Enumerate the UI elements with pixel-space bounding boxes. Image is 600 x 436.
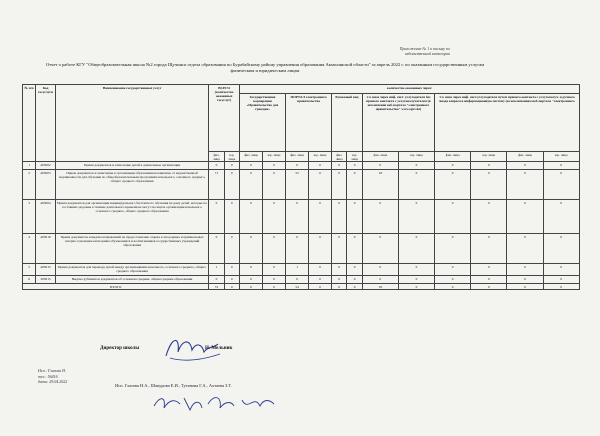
value-cell: 0 [543,200,579,234]
value-cell: 0 [362,234,398,264]
value-cell: 0 [332,264,347,276]
subheader-fiz: физ. лица [286,152,309,162]
subheader-yur: юр. лица [347,152,362,162]
value-cell: 0 [347,162,362,170]
value-cell: 0 [435,276,471,284]
value-cell: 0 [209,162,224,170]
value-cell: 0 [543,264,579,276]
total-cell: 0 [309,284,332,290]
value-cell: 0 [240,276,263,284]
table-row [23,162,580,170]
value-cell: 0 [507,162,543,170]
subheader-fiz: физ. лица [209,152,224,162]
value-cell: 18 [362,170,398,200]
total-label: ИТОГО [23,284,209,290]
total-cell: 0 [240,284,263,290]
subheader-fiz: физ. лица [435,152,471,162]
service-code: 303015 [36,276,56,284]
value-cell: 0 [471,264,507,276]
appendix-line: Приложение № 1 к письму по [399,46,450,51]
table-row [23,276,580,284]
service-code: 403002 [36,162,56,170]
director-label: Директор школы [100,346,140,351]
value-cell: 0 [332,234,347,264]
service-name: Прием документов для организации индивидуального бесплатного обучения на дому детей, которые по состоянию здоровья в течение длительного времени не могут посещать организации начального, основного среднего, общего среднего образования [55,200,208,234]
table-row [23,200,580,234]
value-cell: 0 [309,162,332,170]
header-portal: ПОРТАЛ электронного правительства [286,94,332,152]
value-cell: 0 [286,234,309,264]
executor-line: тел.: 56416 [38,373,58,379]
total-cell: 18 [362,284,398,290]
value-cell: 0 [507,264,543,276]
value-cell: 0 [309,234,332,264]
value-cell: 0 [224,170,239,200]
total-cell: 0 [347,284,362,290]
table-row [23,234,580,264]
value-cell: 1 [209,264,224,276]
value-cell: 0 [240,170,263,200]
value-cell: 0 [309,276,332,284]
value-cell: 0 [347,264,362,276]
total-cell: 0 [507,284,543,290]
header-corp: Государственная корпорация «Правительство для граждан» [240,94,286,152]
value-cell: 0 [224,162,239,170]
value-cell: 0 [224,234,239,264]
value-cell: 0 [263,234,286,264]
subheader-fiz: физ. лица [362,152,398,162]
value-cell: 0 [398,200,434,234]
service-name: Прием документов для перевода детей между организациями начального, основного среднего, общего среднего образования [55,264,208,276]
value-cell: 0 [332,170,347,200]
value-cell: 0 [507,170,543,200]
total-cell: 0 [332,284,347,290]
director-name: Н. Мельник [205,346,233,351]
service-name: Выдача дубликатов документов об основном среднем, общем среднем образовании [55,276,208,284]
value-cell: 0 [263,276,286,284]
report-title: Отчет о работе КГУ "Общеобразовательная школа №2 города Щучинск отдела образования по Бурабайскому району управления образования Акмолинской области" за апрель 2022 г. по оказанным государственным услугам физическим и юридическим лицам [45,62,485,73]
total-cell: 0 [398,284,434,290]
value-cell: 0 [362,264,398,276]
table-row [23,264,580,276]
value-cell: 0 [240,200,263,234]
executor-line: Исп.: Глазова Н. [38,368,66,373]
value-cell: 0 [263,264,286,276]
service-code: 403019 [36,234,56,264]
subheader-yur: юр. лица [543,152,579,162]
value-cell: 0 [362,162,398,170]
value-cell: 0 [435,200,471,234]
table-row [23,170,580,200]
subheader-fiz: физ. лица [240,152,263,162]
value-cell: 0 [332,162,347,170]
header-no: № п/п [23,85,36,162]
service-name: Прием документов и выдача направлений на предоставление отдыха в загородных и пришкольных лагерях отдельным категориям обучающихся и воспитанников государственных учреждений образования [55,234,208,264]
subheader-yur: юр. лица [398,152,434,162]
executor-block [38,368,67,385]
value-cell: 0 [209,276,224,284]
value-cell: 0 [209,200,224,234]
value-cell: 0 [507,276,543,284]
header-paper: Бумажный вид [332,94,363,152]
total-cell: 0 [263,284,286,290]
total-cell: 0 [543,284,579,290]
value-cell: 0 [435,170,471,200]
value-cell: 0 [362,276,398,284]
service-name: Прием документов и зачисление в организации образования независимо от ведомственной подчиненности для обучения по общеобразовательным программам начального, основного среднего, общего среднего образования [55,170,208,200]
value-cell: 0 [435,264,471,276]
value-cell: 0 [398,162,434,170]
total-cell: 0 [435,284,471,290]
value-cell: 0 [507,234,543,264]
header-total: ВСЕГО (количество оказанных госуслуг) [209,85,240,152]
subheader-fiz: физ. лица [507,152,543,162]
service-code: 403015 [36,264,56,276]
value-cell: 0 [398,264,434,276]
subheader-yur: юр. лица [471,152,507,162]
value-cell: 0 [209,234,224,264]
row-number: 5 [23,264,36,276]
value-cell: 0 [362,200,398,234]
total-cell: 54 [286,284,309,290]
value-cell: 71 [209,170,224,200]
value-cell: 0 [471,200,507,234]
value-cell: 0 [347,276,362,284]
value-cell: 0 [286,162,309,170]
value-cell: 0 [543,276,579,284]
header-provided-via: количество оказанных через: [240,85,580,94]
value-cell: 0 [332,200,347,234]
header-code: Код госуслуги [36,85,56,162]
total-cell: 72 [209,284,224,290]
value-cell: 0 [347,234,362,264]
value-cell: 0 [543,234,579,264]
value-cell: 0 [398,276,434,284]
value-cell: 0 [543,162,579,170]
value-cell: 0 [224,276,239,284]
value-cell: 53 [286,170,309,200]
value-cell: 0 [471,234,507,264]
value-cell: 0 [224,200,239,234]
value-cell: 0 [471,276,507,284]
subheader-fiz: физ. лица [332,152,347,162]
executor-line: дата: 29.04.2022 [38,379,68,384]
service-name: Прием документов и зачисление детей в дошкольные организации [55,162,208,170]
signers-list: Исп. Глазова Н.А., Шакурова Е.И., Тутанова Г.А., Алтаева З.Т. [115,383,232,388]
value-cell: 0 [309,170,332,200]
row-number: 6 [23,276,36,284]
value-cell: 0 [240,234,263,264]
total-cell: 0 [224,284,239,290]
header-contact: т.ч. виза через инф. сист. услугодателя без прямого контакта с услугополучателем (в исключение веб-портала "электронного правительства" www.egov.kz) [362,94,434,152]
value-cell: 0 [263,200,286,234]
row-number: 4 [23,234,36,264]
total-cell: 0 [471,284,507,290]
row-number: 3 [23,200,36,234]
value-cell: 0 [309,264,332,276]
service-code: 403003 [36,170,56,200]
value-cell: 0 [347,200,362,234]
value-cell: 0 [435,234,471,264]
value-cell: 0 [471,162,507,170]
value-cell: 0 [435,162,471,170]
value-cell: 1 [286,264,309,276]
value-cell: 0 [398,234,434,264]
value-cell: 0 [347,170,362,200]
value-cell: 0 [309,200,332,234]
value-cell: 0 [332,276,347,284]
appendix-line: ведомственной категории [405,51,450,56]
value-cell: 0 [286,276,309,284]
row-number: 2 [23,170,36,200]
value-cell: 0 [224,264,239,276]
row-number: 1 [23,162,36,170]
report-table [22,84,580,290]
value-cell: 0 [507,200,543,234]
value-cell: 0 [543,170,579,200]
value-cell: 0 [263,170,286,200]
appendix-note [330,46,450,56]
value-cell: 0 [263,162,286,170]
subheader-yur: юр. лица [263,152,286,162]
service-code: 403004 [36,200,56,234]
value-cell: 0 [471,170,507,200]
value-cell: 0 [240,162,263,170]
subheader-yur: юр. лица [224,152,239,162]
value-cell: 0 [286,200,309,234]
value-cell: 0 [240,264,263,276]
header-manual: т.ч. виза через инф. сист.услугодателя путем прямого контакта с услугополуч. и ручного ввода запроса в информационную систему (за исключением веб-портала "электронного [435,94,580,152]
subheader-yur: юр. лица [309,152,332,162]
header-name: Наименование государственных услуг [55,85,208,162]
staff-signatures [150,390,280,418]
value-cell: 0 [398,170,434,200]
